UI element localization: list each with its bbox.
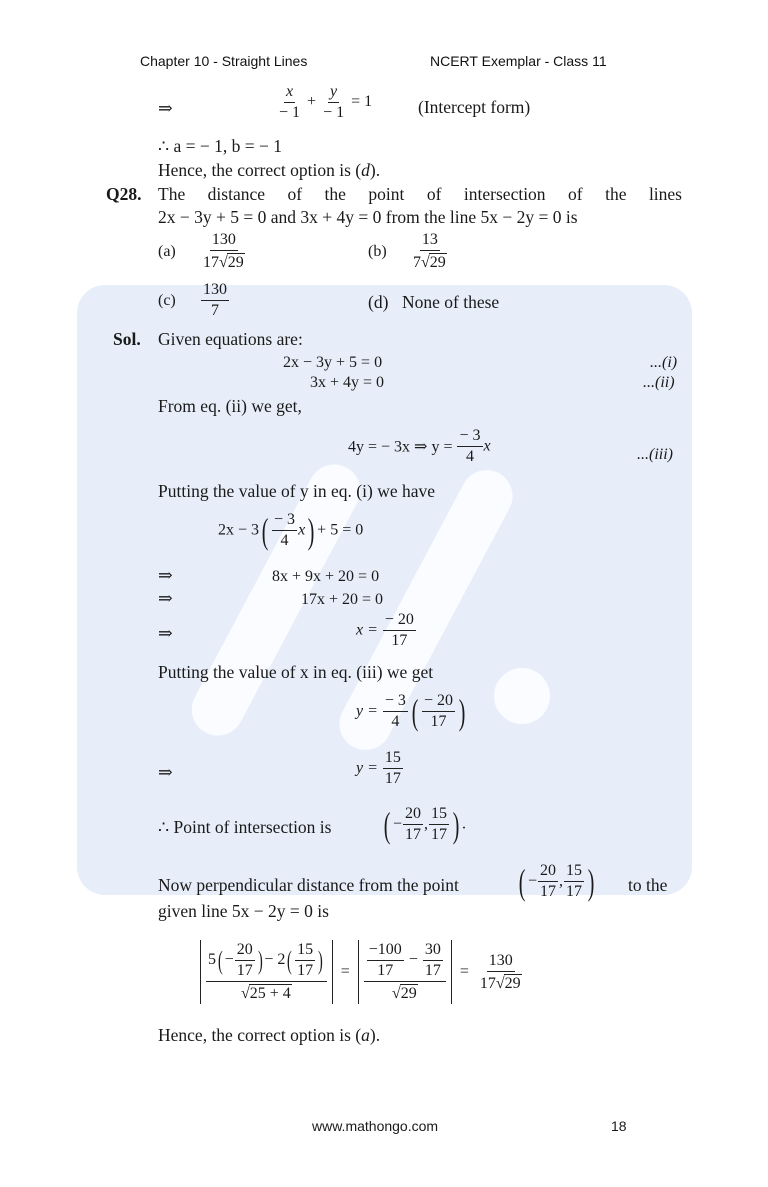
prev-conclusion: Hence, the correct option is (d). [158,160,381,180]
therefore-a-b: ∴ a = − 1, b = − 1 [158,136,283,156]
from-eq-ii: From eq. (ii) we get, [158,396,302,416]
perpendicular-distance-text: Now perpendicular distance from the point [158,875,459,895]
question-number: Q28. [106,184,142,204]
option-d[interactable]: (d) None of these [368,292,500,312]
equation-1-tag: ...(i) [650,354,678,371]
question-text-line2: 2x − 3y + 5 = 0 and 3x + 4y = 0 from the line 5x − 2y = 0 is [158,207,578,227]
implies-arrow: ⇒ [158,623,173,643]
step-y-in-terms-of-x: 4y = − 3x ⇒ y = $\frac{- 3}{4}$ x [348,427,491,465]
implies-arrow: ⇒ [158,98,173,118]
put-y-text: Putting the value of y in eq. (i) we have [158,481,436,501]
solution-label: Sol. [113,329,141,349]
final-conclusion: Hence, the correct option is (a). [158,1025,381,1045]
point-of-intersection-value: ( − $\frac{20}{17}$ , $\frac{15}{17}$ ) . [383,804,467,845]
option-a[interactable]: (a) $\frac{130}{17√29}$ [158,231,244,271]
perpendicular-to-the: to the [628,875,668,895]
implies-arrow: ⇒ [158,588,173,608]
implies-arrow: ⇒ [158,762,173,782]
header-book: NCERT Exemplar - Class 11 [430,53,607,69]
y-value: y = $\frac{15}{17}$ [356,749,401,787]
equation-3-tag: ...(iii) [637,446,673,463]
footer-website[interactable]: www.mathongo.com [312,1118,439,1134]
simplify-step-1: 8x + 9x + 20 = 0 [272,568,380,585]
x-value: x = $\frac{- 20}{17}$ [356,611,414,649]
put-x-text: Putting the value of x in eq. (iii) we get [158,662,434,682]
substitution-step: 2x − 3( $\frac{- 3}{4}$ x) + 5 = 0 [218,510,364,551]
distance-formula: 5( − $\frac{20}{17}$ ) − 2( $\frac{15}{17}$ ) √25 + 4 = $\frac{-100}{17}$ − $\frac{30}{17}$ √29 = $\frac{130}{17√29}$ [200,940,525,1004]
simplify-step-2: 17x + 20 = 0 [301,591,384,608]
equation-1: 2x − 3y + 5 = 0 [283,354,383,371]
given-line-text: given line 5x − 2y = 0 is [158,901,329,921]
equation-2-tag: ...(ii) [643,374,675,391]
intercept-form-equation: $\frac{x}{- 1}$ + $\frac{y}{- 1}$ = 1 [279,83,373,121]
y-substitution: y = $\frac{- 3}{4}$ ( $\frac{- 20}{17}$ ) [356,691,466,732]
watermark-dot [494,668,550,724]
perpendicular-point: ( − $\frac{20}{17}$ , $\frac{15}{17}$ ) [518,861,595,902]
point-of-intersection-text: ∴ Point of intersection is [158,817,332,837]
implies-arrow: ⇒ [158,565,173,585]
option-c[interactable]: (c) $\frac{130}{7}$ [158,281,227,319]
option-b[interactable]: (b) $\frac{13}{7√29}$ [368,231,446,271]
solution-intro: Given equations are: [158,329,303,349]
question-text-line1: The distance of the point of intersection of the lines [158,184,682,204]
page-number: 18 [611,1118,627,1134]
header-chapter: Chapter 10 - Straight Lines [140,53,308,69]
intercept-form-note: (Intercept form) [418,97,531,117]
equation-2: 3x + 4y = 0 [310,374,385,391]
